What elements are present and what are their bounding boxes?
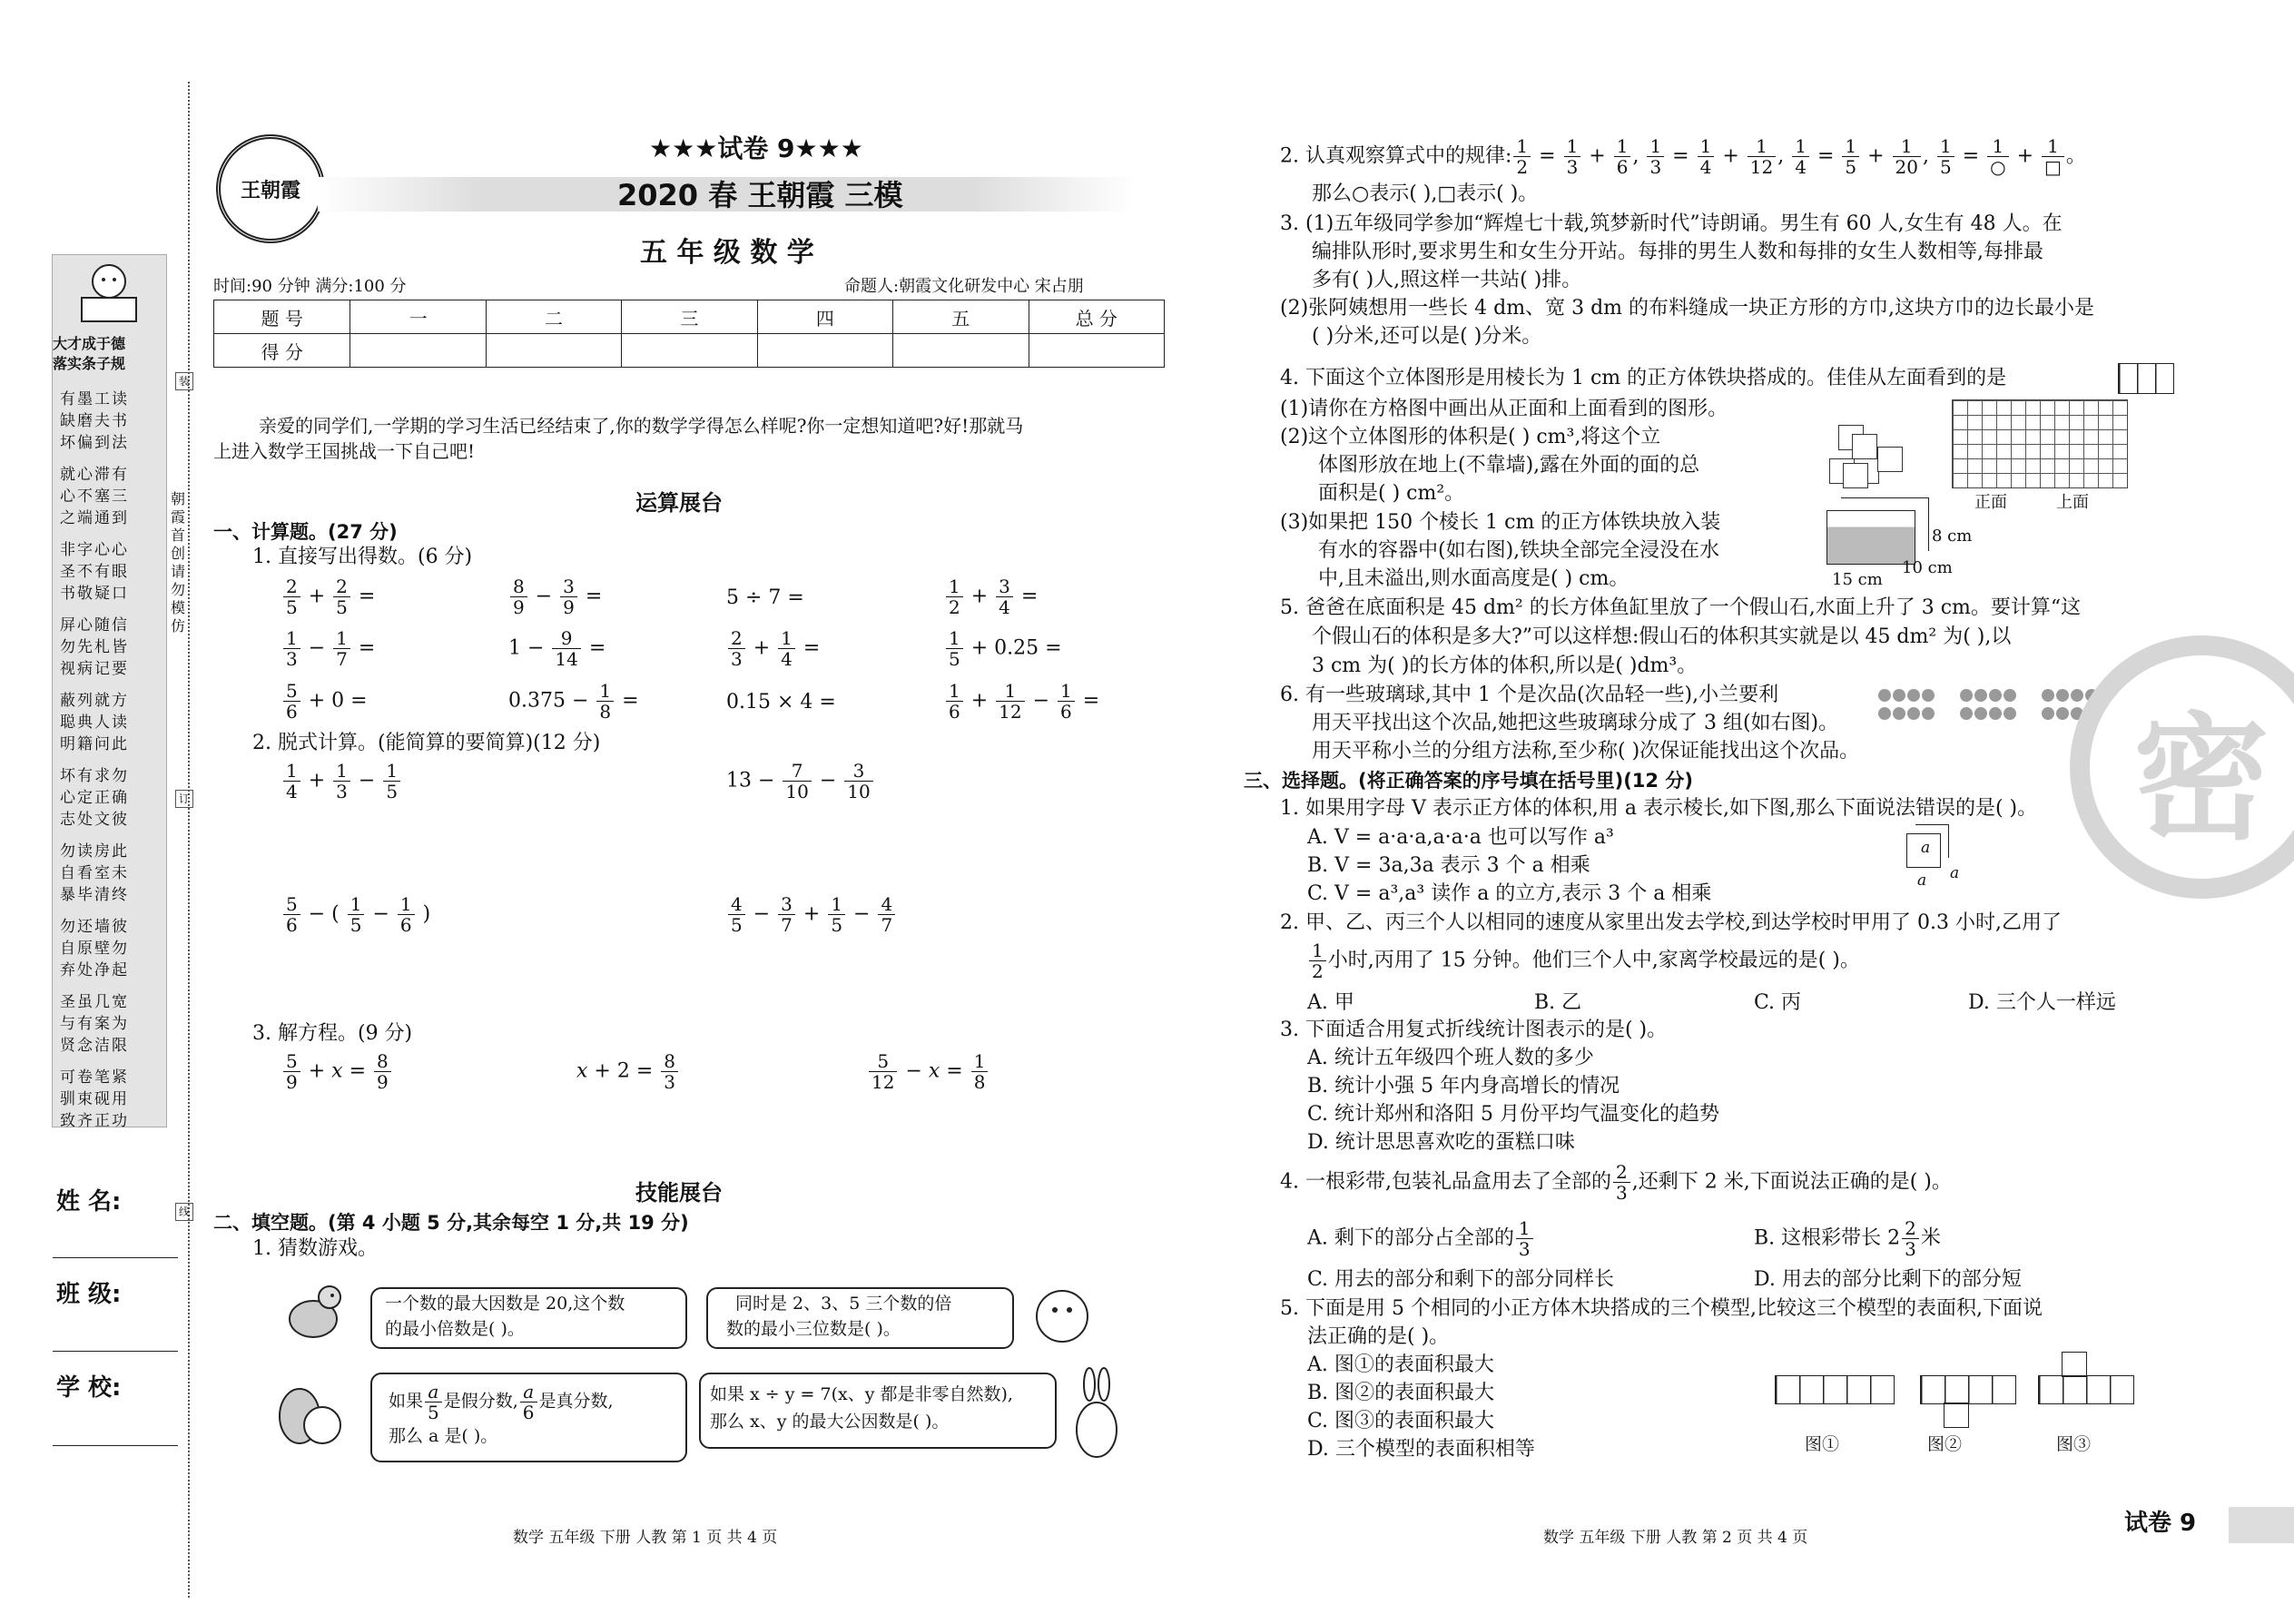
calc-item: 5 ÷ 7 = — [726, 586, 804, 609]
motto-column: 非字心心 — [60, 541, 129, 559]
bubble-3-line-1: 如果 $\frac{a}{5}$ 是假分数, $\frac{a}{6}$ 是真分数, — [389, 1381, 614, 1423]
score-cell[interactable] — [1029, 334, 1164, 368]
motto-column: 蔽列就方 — [60, 692, 129, 710]
subject-title: 五 年 级 数 学 — [640, 237, 814, 269]
field-class-input[interactable] — [53, 1351, 178, 1352]
cube-stack-figure — [1843, 463, 1868, 488]
section-calc-title: 运算展台 — [635, 490, 723, 516]
motto-column: 就心滞有 — [60, 466, 129, 484]
q2-3-line: 3. (1)五年级同学参加“辉煌七十载,筑梦新时代”诗朗诵。男生有 60 人,女生有 48 人。在 — [1280, 212, 2063, 235]
score-table-header-cell: 四 — [757, 300, 892, 334]
motto-column: 与有案为 — [60, 1015, 129, 1033]
score-table-header-cell: 五 — [893, 300, 1029, 334]
q2-4-line-1: 4. 下面这个立体图形是用棱长为 1 cm 的正方体铁块搭成的。佳佳从左面看到的是 — [1280, 367, 2007, 389]
model-2-figure — [1944, 1403, 1969, 1428]
squirrel-icon — [272, 1375, 350, 1457]
cube-label-a: a — [1950, 864, 1960, 882]
q3-3-opt-b: B. 统计小强 5 年内身高增长的情况 — [1307, 1075, 1620, 1097]
motto-column: 明籍问此 — [60, 735, 129, 753]
chick-icon — [1030, 1275, 1094, 1353]
q2-6-line-3: 用天平称小兰的分组方法称,至少称( )次保证能找出这个次品。 — [1312, 740, 1860, 763]
motto-column: 坏偏到法 — [60, 434, 129, 452]
q2-3-line: 编排队形时,要求男生和女生分开站。每排的男生人数和每排的女生人数相等,每排最 — [1312, 241, 2043, 263]
corner-exam-label: 试卷 9 — [2124, 1510, 2197, 1537]
q2-4-line-8: 中,且未溢出,则水面高度是( ) cm。 — [1318, 567, 1629, 590]
motto-column: 勿还墙彼 — [60, 918, 129, 936]
calc-item: $\frac{8}{9}$ − $\frac{3}{9}$ = — [508, 576, 602, 617]
intro-line-1: 亲爱的同学们,一学期的学习生活已经结束了,你的数学学得怎么样呢?你一定想知道吧?好!那就马 — [259, 415, 1024, 437]
q3-5-line-2: 法正确的是( )。 — [1307, 1325, 1450, 1348]
fig-label-1: 图① — [1805, 1434, 1840, 1454]
binding-dotted-line — [188, 82, 190, 1598]
q3-1-opt-b: B. V = 3a,3a 表示 3 个 a 相乘 — [1307, 854, 1590, 877]
equation-item: x + 2 = $\frac{8}{3}$ — [576, 1051, 680, 1092]
time-info: 时间:90 分钟 满分:100 分 — [213, 277, 407, 296]
q3-5-opt-a: A. 图①的表面积最大 — [1307, 1353, 1494, 1376]
motto-column: 书敬疑口 — [60, 585, 129, 603]
q3-3-opt-d: D. 统计思思喜欢吃的蛋糕口味 — [1307, 1131, 1575, 1154]
score-table-header-cell: 二 — [486, 300, 621, 334]
q3-2-opt: D. 三个人一样远 — [1968, 991, 2116, 1014]
field-school-label: 学 校: — [56, 1374, 122, 1402]
q3-2-opt: B. 乙 — [1534, 991, 1582, 1014]
motto-column: 志处文彼 — [60, 811, 129, 829]
bubble-2-line-1: 同时是 2、3、5 三个数的倍 — [735, 1294, 952, 1314]
motto-column: 贤念洁限 — [60, 1037, 129, 1055]
field-name-label: 姓 名: — [56, 1188, 122, 1216]
left-view-icon — [2118, 363, 2174, 394]
q3-1-opt-c: C. V = a³,a³ 读作 a 的立方,表示 3 个 a 相乘 — [1307, 882, 1712, 905]
cube-label-a: a — [1921, 839, 1931, 857]
calc-item: $\frac{2}{3}$ + $\frac{1}{4}$ = — [726, 628, 820, 669]
exam-number: ★★★试卷 9★★★ — [649, 133, 863, 163]
footer-left: 数学 五年级 下册 人教 第 1 页 共 4 页 — [513, 1529, 778, 1547]
motto-column: 视病记要 — [60, 660, 129, 678]
q2-4-line-7: 有水的容器中(如右图),铁块全部完全浸没在水 — [1318, 539, 1720, 562]
q2-1-heading: 1. 猜数游戏。 — [252, 1237, 378, 1260]
calc-item: $\frac{5}{6}$ − ( $\frac{1}{5}$ − $\frac{1}{6}$ ) — [281, 894, 430, 935]
calc-item: $\frac{1}{2}$ + $\frac{3}{4}$ = — [944, 576, 1038, 617]
q3-2-line-1: 2. 甲、乙、丙三个人以相同的速度从家里出发去学校,到达学校时甲用了 0.3 小时,乙用了 — [1280, 911, 2062, 934]
calc-item: 0.15 × 4 = — [726, 691, 836, 714]
score-table-row-label: 得 分 — [214, 334, 350, 368]
q2-5-line-3: 3 cm 为( )的长方体的体积,所以是( )dm³。 — [1312, 655, 1698, 677]
q3-5-line-1: 5. 下面是用 5 个相同的小正方体木块搭成的三个模型,比较这三个模型的表面积,下面说 — [1280, 1297, 2043, 1320]
tank-height-label: 8 cm — [1932, 527, 1973, 546]
q3-4-opt-c: C. 用去的部分和剩下的部分同样长 — [1307, 1268, 1615, 1291]
calc-item: $\frac{1}{5}$ + 0.25 = — [944, 628, 1062, 669]
tank-length-label: 15 cm — [1832, 570, 1883, 589]
motto-title-1: 大才成于德 — [53, 335, 126, 352]
q2-6-line-1: 6. 有一些玻璃球,其中 1 个是次品(次品轻一些),小兰要利 — [1280, 684, 1779, 706]
bubble-4-line-2: 那么 x、y 的最大公因数是( )。 — [710, 1412, 950, 1432]
q2-3-line: 多有( )人,照这样一共站( )排。 — [1312, 269, 1582, 291]
intro-line-2: 上进入数学王国挑战一下自己吧! — [213, 440, 476, 462]
calc-item: 1 − $\frac{9}{14}$ = — [508, 627, 606, 670]
q1-2-heading: 2. 脱式计算。(能简算的要简算)(12 分) — [252, 732, 601, 754]
score-table-header-cell: 题 号 — [214, 300, 350, 334]
q3-5-opt-d: D. 三个模型的表面积相等 — [1307, 1438, 1535, 1461]
score-cell[interactable] — [350, 334, 486, 368]
model-3-figure — [2038, 1375, 2134, 1404]
q2-5-line-2: 个假山石的体积是多大?”可以这样想:假山石的体积其实就是以 45 dm² 为( ),以 — [1312, 625, 2012, 648]
drawing-grid[interactable] — [1952, 399, 2128, 488]
model-3-figure — [2062, 1352, 2087, 1377]
corner-tab — [2229, 1507, 2294, 1543]
q3-4-line-1: 4. 一根彩带,包装礼品盒用去了全部的 $\frac{2}{3}$ ,还剩下 2 米,下面说法正确的是( )。 — [1280, 1161, 1952, 1204]
motto-column: 心不塞三 — [60, 487, 129, 506]
motto-column: 之端通到 — [60, 509, 129, 527]
calc-item: $\frac{2}{5}$ + $\frac{2}{5}$ = — [281, 576, 375, 617]
score-table — [213, 300, 1165, 368]
q2-4-line-4: 体图形放在地上(不靠墙),露在外面的面的总 — [1318, 454, 1700, 477]
calc-item: 13 − $\frac{7}{10}$ − $\frac{3}{10}$ — [726, 761, 875, 802]
q2-3-line: ( )分米,还可以是( )分米。 — [1312, 325, 1542, 348]
q3-heading: 三、选择题。(将正确答案的序号填在括号里)(12 分) — [1244, 770, 1693, 792]
q2-5-line-1: 5. 爸爸在底面积是 45 dm² 的长方体鱼缸里放了一个假山石,水面上升了 3 cm。要计算“这 — [1280, 596, 2082, 619]
score-cell[interactable] — [757, 334, 892, 368]
calc-item: $\frac{5}{6}$ + 0 = — [281, 681, 368, 722]
q3-3-line-1: 3. 下面适合用复式折线统计图表示的是( )。 — [1280, 1019, 1668, 1041]
motto-column: 自原壁勿 — [60, 940, 129, 958]
score-table-header-cell: 总 分 — [1029, 300, 1164, 334]
q2-4-line-5: 面积是( ) cm²。 — [1318, 482, 1465, 505]
q2-4-line-3: (2)这个立体图形的体积是( ) cm³,将这个立 — [1280, 426, 1661, 448]
calc-item: $\frac{1}{4}$ + $\frac{1}{3}$ − $\frac{1}{5}$ — [281, 761, 402, 802]
author-info: 命题人:朝霞文化研发中心 宋占朋 — [844, 277, 1084, 296]
motto-column: 弃处净起 — [60, 961, 129, 979]
motto-column: 自看室未 — [60, 864, 129, 882]
q3-2-opt: C. 丙 — [1754, 991, 1802, 1014]
q3-2-opt: A. 甲 — [1307, 991, 1354, 1014]
motto-column: 聪典人读 — [60, 714, 129, 732]
q1-1-heading: 1. 直接写出得数。(6 分) — [252, 546, 473, 568]
calc-item: $\frac{4}{5}$ − $\frac{3}{7}$ + $\frac{1}{5}$ − $\frac{4}{7}$ — [726, 894, 897, 935]
q3-5-opt-c: C. 图③的表面积最大 — [1307, 1410, 1495, 1432]
q3-4-opt-d: D. 用去的部分比剩下的部分短 — [1754, 1268, 2022, 1291]
bubble-3-line-2: 那么 a 是( )。 — [389, 1426, 498, 1446]
bird-icon — [277, 1275, 350, 1348]
q3-1-line-1: 1. 如果用字母 V 表示正方体的体积,用 a 表示棱长,如下图,那么下面说法错误的是( )。 — [1280, 797, 2038, 820]
motto-column: 圣不有眼 — [60, 563, 129, 581]
motto-title-2: 落实条子规 — [53, 355, 126, 372]
motto-column: 坏有求勿 — [60, 767, 129, 785]
motto-column: 心定正确 — [60, 789, 129, 807]
bubble-1-line-2: 的最小倍数是( )。 — [385, 1319, 525, 1339]
motto-column: 勿读房此 — [60, 842, 129, 861]
grid-label-front: 正面 — [1974, 493, 2007, 512]
footer-right: 数学 五年级 下册 人教 第 2 页 共 4 页 — [1543, 1529, 1808, 1547]
field-name-input[interactable] — [53, 1257, 178, 1258]
bubble-4-line-1: 如果 x ÷ y = 7(x、y 都是非零自然数), — [710, 1384, 1013, 1404]
score-cell[interactable] — [622, 334, 757, 368]
binding-hole-icon: 装 — [175, 372, 193, 390]
model-2-figure — [1920, 1375, 2016, 1404]
score-table-header-cell: 一 — [350, 300, 486, 334]
motto-column: 可卷笔紧 — [60, 1068, 129, 1087]
motto-column: 驯束砚用 — [60, 1090, 129, 1108]
fig-label-3: 图③ — [2056, 1434, 2092, 1454]
equation-item: $\frac{5}{9}$ + x = $\frac{8}{9}$ — [281, 1051, 393, 1092]
q3-3-opt-c: C. 统计郑州和洛阳 5 月份平均气温变化的趋势 — [1307, 1103, 1720, 1126]
cartoon-boy-icon — [73, 261, 145, 325]
fig-label-2: 图② — [1927, 1434, 1963, 1454]
cube-stack-figure — [1877, 447, 1903, 472]
motto-column: 有墨工读 — [60, 390, 129, 408]
score-cell[interactable] — [893, 334, 1029, 368]
q2-heading: 二、填空题。(第 4 小题 5 分,其余每空 1 分,共 19 分) — [213, 1212, 689, 1234]
motto-column: 暴毕清终 — [60, 886, 129, 904]
q3-5-opt-b: B. 图②的表面积最大 — [1307, 1382, 1495, 1404]
model-1-figure — [1775, 1375, 1895, 1404]
motto-column: 勿先札皆 — [60, 638, 129, 656]
binding-hole-icon: 订 — [175, 790, 193, 808]
field-class-label: 班 级: — [56, 1281, 122, 1308]
cube-label-a: a — [1917, 871, 1927, 890]
q3-2-line-2: $\frac{1}{2}$ 小时,丙用了 15 分钟。他们三个人中,家离学校最远的是( )。 — [1307, 940, 1860, 981]
tank-width-label: 10 cm — [1902, 558, 1953, 577]
q2-3-line: (2)张阿姨想用一些长 4 dm、宽 3 dm 的布料缝成一块正方形的方巾,这块方巾的边长最小是 — [1280, 297, 2095, 320]
rabbit-icon — [1069, 1366, 1124, 1462]
q1-3-heading: 3. 解方程。(9 分) — [252, 1022, 413, 1045]
vertical-note: 朝霞首创 请勿模仿 — [171, 490, 186, 635]
exam-title: 2020 春 王朝霞 三模 — [617, 178, 903, 212]
q3-1-opt-a: A. V = a·a·a,a·a·a 也可以写作 a³ — [1307, 826, 1614, 849]
motto-column: 致齐正功 — [60, 1112, 129, 1130]
logo-seal: 王朝霞 — [216, 134, 325, 243]
q3-4-opt-b: B. 这根彩带长 2 $\frac{2}{3}$ 米 — [1754, 1217, 1941, 1260]
calc-item: $\frac{1}{6}$ + $\frac{1}{12}$ − $\frac{1}{6}$ = — [944, 681, 1099, 722]
bubble-2-line-2: 数的最小三位数是( )。 — [726, 1319, 901, 1339]
q2-2-question: 那么○表示( ),□表示( )。 — [1312, 182, 1539, 205]
bubble-1-line-1: 一个数的最大因数是 20,这个数 — [385, 1294, 625, 1314]
q2-2-rule: 2. 认真观察算式中的规律: $\frac{1}{2}$ = $\frac{1}{3}$ + $\frac{1}{6}$ , $\frac{1}{3}$ = $\frac{1}{4}$ + $\frac{1}{12}$ , $\frac{1}{4}$ = $\frac{1}{5}$ + $\frac{1}{20}$ , $\frac{1}{5}$ = $\frac{1}{○}$ + $\frac{1}{□}$ 。 — [1280, 135, 2086, 178]
field-school-input[interactable] — [53, 1445, 178, 1446]
motto-column: 屏心随信 — [60, 616, 129, 635]
q2-4-line-6: (3)如果把 150 个棱长 1 cm 的正方体铁块放入装 — [1280, 511, 1721, 534]
grid-label-top: 上面 — [2056, 493, 2089, 512]
motto-column: 缺磨夫书 — [60, 412, 129, 430]
calc-item: $\frac{1}{3}$ − $\frac{1}{7}$ = — [281, 628, 375, 669]
motto-column: 圣虽几宽 — [60, 993, 129, 1011]
q3-3-opt-a: A. 统计五年级四个班人数的多少 — [1307, 1047, 1594, 1069]
score-cell[interactable] — [486, 334, 621, 368]
cube-stack-figure — [1852, 434, 1877, 459]
binding-hole-icon: 线 — [175, 1203, 193, 1221]
q2-4-line-2: (1)请你在方格图中画出从正面和上面看到的图形。 — [1280, 398, 1728, 420]
calc-item: 0.375 − $\frac{1}{8}$ = — [508, 680, 639, 723]
water-tank-figure — [1841, 497, 1929, 551]
section-skill-title: 技能展台 — [635, 1180, 723, 1206]
score-table-header-cell: 三 — [622, 300, 757, 334]
q2-6-line-2: 用天平找出这个次品,她把这些玻璃球分成了 3 组(如右图)。 — [1312, 712, 1839, 734]
q3-4-opt-a: A. 剩下的部分占全部的 $\frac{1}{3}$ — [1307, 1218, 1535, 1259]
q1-heading: 一、计算题。(27 分) — [213, 521, 398, 543]
confidential-stamp: 密 — [2070, 635, 2294, 899]
equation-item: $\frac{5}{12}$ − x = $\frac{1}{8}$ — [867, 1051, 989, 1092]
